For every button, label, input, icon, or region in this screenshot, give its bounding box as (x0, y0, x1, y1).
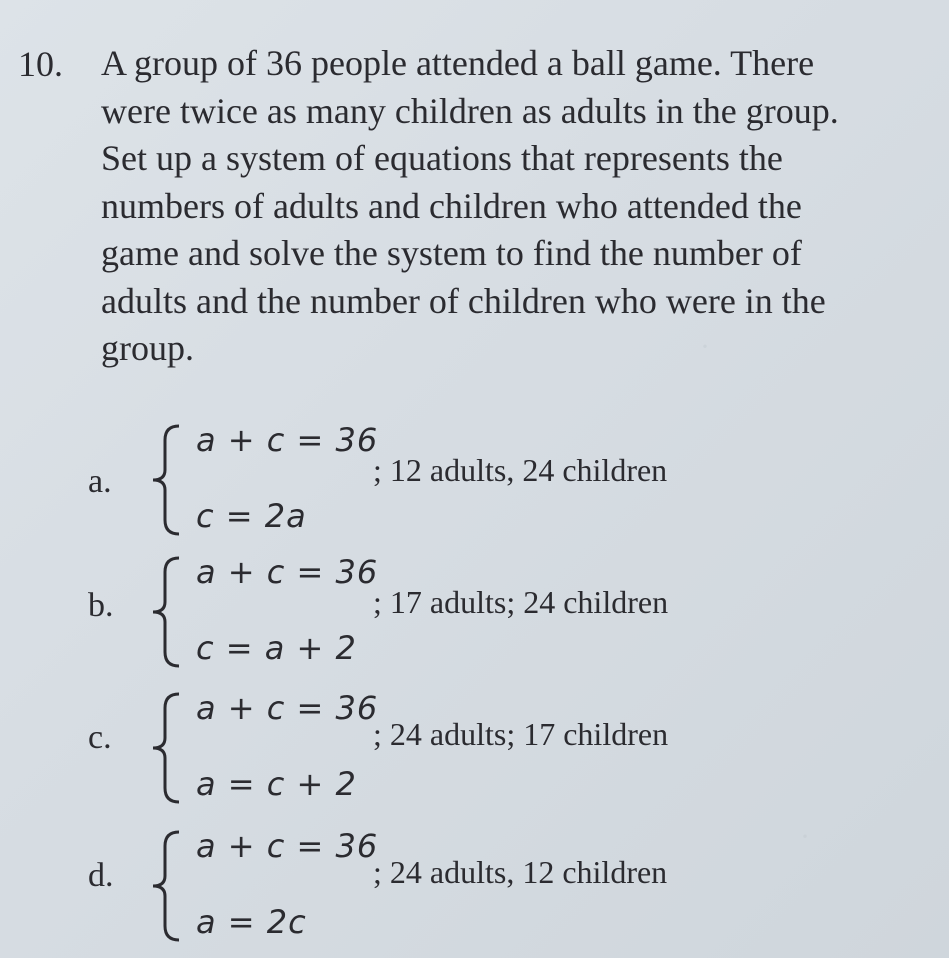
bleed-through-mark: · (800, 820, 810, 853)
choice-b[interactable] (88, 552, 908, 682)
left-brace-icon (143, 552, 183, 672)
question-line: game and solve the system to find the number of (101, 233, 802, 273)
choice-d[interactable] (88, 826, 908, 956)
equation-2: c = a + 2 (196, 629, 357, 667)
left-brace-icon (143, 688, 183, 808)
equation-1: a + c = 36 (196, 553, 379, 591)
equation-2: c = 2a (196, 497, 307, 535)
bleed-through-mark: · (700, 330, 710, 363)
question-line: A group of 36 people attended a ball game. There (101, 43, 815, 83)
choice-letter: a. (88, 463, 112, 500)
equation-1: a + c = 36 (196, 421, 379, 459)
question-line: numbers of adults and children who attended the (101, 185, 802, 226)
choice-answer: ; 24 adults; 17 children (373, 716, 669, 752)
question-line: Set up a system of equations that represents the (101, 138, 783, 178)
question-number: 10. (18, 44, 63, 84)
choice-c[interactable] (88, 688, 908, 818)
equation-1: a + c = 36 (196, 827, 379, 865)
question-line: group. (101, 328, 194, 368)
question-text (101, 40, 931, 373)
equation-2: a = c + 2 (196, 765, 357, 803)
left-brace-icon (143, 826, 183, 946)
choice-answer: ; 24 adults, 12 children (373, 854, 668, 890)
choice-a[interactable] (88, 420, 908, 550)
choice-letter: b. (88, 587, 114, 624)
choice-letter: c. (88, 719, 112, 756)
question-line: adults and the number of children who were in the (101, 280, 826, 321)
choice-answer: ; 12 adults, 24 children (373, 452, 668, 488)
choice-answer: ; 17 adults; 24 children (373, 584, 669, 620)
left-brace-icon (143, 420, 183, 540)
question-line: were twice as many children as adults in the group. (101, 90, 839, 131)
equation-2: a = 2c (196, 903, 307, 941)
equation-1: a + c = 36 (196, 689, 379, 727)
choice-letter: d. (88, 857, 114, 894)
